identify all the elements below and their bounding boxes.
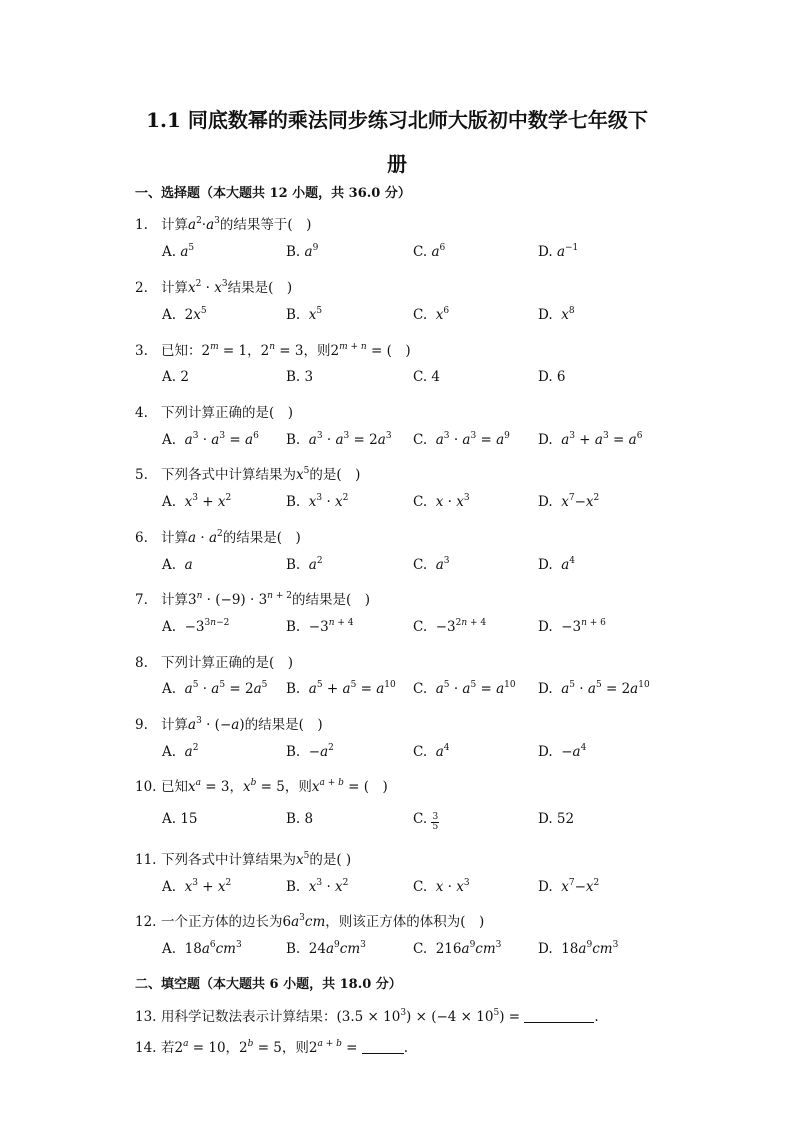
question-10: 10. 已知$x^a = 3$，$x^b = 5$，则$x^{a + b}$ = ( ) — [135, 778, 388, 795]
option-c: C. $a^5 \cdot a^5 = a^{10}$ — [413, 680, 516, 697]
option-d: D. $x^8$ — [538, 306, 575, 323]
option-c: C. $x \cdot x^3$ — [413, 493, 470, 510]
question-12: 12. 一个正方体的边长为$6a^3cm$，则该正方体的体积为( ) — [135, 913, 485, 930]
option-c: C. $a^3 \cdot a^3 = a^9$ — [413, 431, 510, 448]
option-c: C. $a^3$ — [413, 556, 450, 573]
section-heading-choice: 一、选择题（本大题共 12 小题，共 36.0 分） — [135, 186, 411, 201]
option-a: A. $x^3 + x^2$ — [162, 493, 232, 510]
option-d: D. $a^3 + a^3 = a^6$ — [538, 431, 643, 448]
question-5: 5. 下列各式中计算结果为$x^5$的是( ) — [135, 466, 361, 483]
option-a: A. $a^3 \cdot a^3 = a^6$ — [162, 431, 259, 448]
option-b: B. 3 — [286, 369, 314, 385]
question-6: 6. 计算$a \cdot a^2$的结果是( ) — [135, 529, 301, 546]
option-b: B. 8 — [286, 811, 314, 827]
option-a: A. $2x^5$ — [162, 306, 207, 323]
option-b: B. $a^5 + a^5 = a^{10}$ — [286, 680, 396, 697]
option-c: C. $a^6$ — [413, 243, 446, 260]
option-b: B. $x^3 \cdot x^2$ — [286, 493, 349, 510]
option-c: C. 4 — [413, 369, 441, 385]
section-heading-fill: 二、填空题（本大题共 6 小题，共 18.0 分） — [135, 977, 402, 992]
question-stem: 计算$a^2\cdot a^3$的结果等于( ) — [161, 216, 312, 233]
option-c: C. $x^6$ — [413, 306, 450, 323]
option-d: D. 6 — [538, 369, 566, 385]
option-a: A. 15 — [162, 811, 198, 827]
question-14: 14. 若$2^a = 10$，$2^b = 5$，则$2^{a + b}$ = . — [135, 1039, 409, 1056]
question-9: 9. 计算$a^3 \cdot (-a)$的结果是( ) — [135, 716, 323, 733]
answer-blank[interactable] — [362, 1041, 404, 1054]
option-b: B. $-a^2$ — [286, 743, 334, 760]
option-a: A. $a^5$ — [162, 243, 195, 260]
title-line-2: 册 — [387, 152, 407, 176]
option-a: A. $18a^6cm^3$ — [162, 940, 242, 957]
option-b: B. $a^9$ — [286, 243, 319, 260]
option-d: D. $a^5 \cdot a^5 = 2a^{10}$ — [538, 680, 650, 697]
option-a: A. a — [162, 557, 193, 573]
option-a: A. $x^3 + x^2$ — [162, 878, 232, 895]
option-b: B. $-3^{n + 4}$ — [286, 618, 354, 635]
option-d: D. $a^{-1}$ — [538, 243, 579, 260]
option-d: D. $x^7-x^2$ — [538, 878, 600, 895]
question-2: 2. 计算$x^2 \cdot x^3$结果是( ) — [135, 279, 293, 296]
question-13: 13. 用科学记数法表示计算结果：$(3.5 \times 10^3) \times (-4 \times 10^5)$ = . — [135, 1008, 599, 1025]
option-b: B. $x^3 \cdot x^2$ — [286, 878, 349, 895]
option-d: D. $a^4$ — [538, 556, 576, 573]
question-4: 4. 下列计算正确的是( ) — [135, 405, 294, 421]
option-a: A. $-3^{3n-2}$ — [162, 618, 230, 635]
option-a: A. 2 — [162, 369, 189, 385]
option-d: D. $18a^9cm^3$ — [538, 940, 619, 957]
option-c: C. $a^4$ — [413, 743, 450, 760]
page-title — [60, 98, 734, 186]
option-c: C. $-3^{2n + 4}$ — [413, 618, 487, 635]
answer-blank[interactable] — [524, 1010, 594, 1023]
option-c: C. $x \cdot x^3$ — [413, 878, 470, 895]
option-d: D. $-a^4$ — [538, 743, 587, 760]
question-1 — [135, 213, 311, 233]
option-c: C. $\frac{3}{5}$ — [413, 811, 439, 832]
question-3: 3. 已知：$2^m = 1$，$2^n = 3$，则$2^{m + n}$ = ( ) — [135, 342, 411, 359]
question-11: 11. 下列各式中计算结果为$x^5$的是( ) — [135, 851, 352, 868]
option-d: D. $-3^{n + 6}$ — [538, 618, 606, 635]
question-8: 8. 下列计算正确的是( ) — [135, 655, 294, 671]
option-a: A. $a^2$ — [162, 743, 199, 760]
title-line-1: 1.1 同底数幂的乘法同步练习北师大版初中数学七年级下 — [146, 108, 648, 132]
option-b: B. $a^3 \cdot a^3 = 2a^3$ — [286, 431, 392, 448]
question-number: 1. — [135, 217, 148, 233]
option-b: B. $x^5$ — [286, 306, 323, 323]
option-b: B. $24a^9cm^3$ — [286, 940, 366, 957]
option-d: D. $x^7-x^2$ — [538, 493, 600, 510]
option-a: A. $a^5 \cdot a^5 = 2a^5$ — [162, 680, 268, 697]
option-d: D. 52 — [538, 811, 575, 827]
option-b: B. $a^2$ — [286, 556, 323, 573]
question-7: 7. 计算$3^n \cdot (-9) \cdot 3^{n + 2}$的结果是( ) — [135, 591, 371, 608]
fraction: $\frac{3}{5}$ — [432, 812, 439, 832]
option-c: C. $216a^9cm^3$ — [413, 940, 502, 957]
